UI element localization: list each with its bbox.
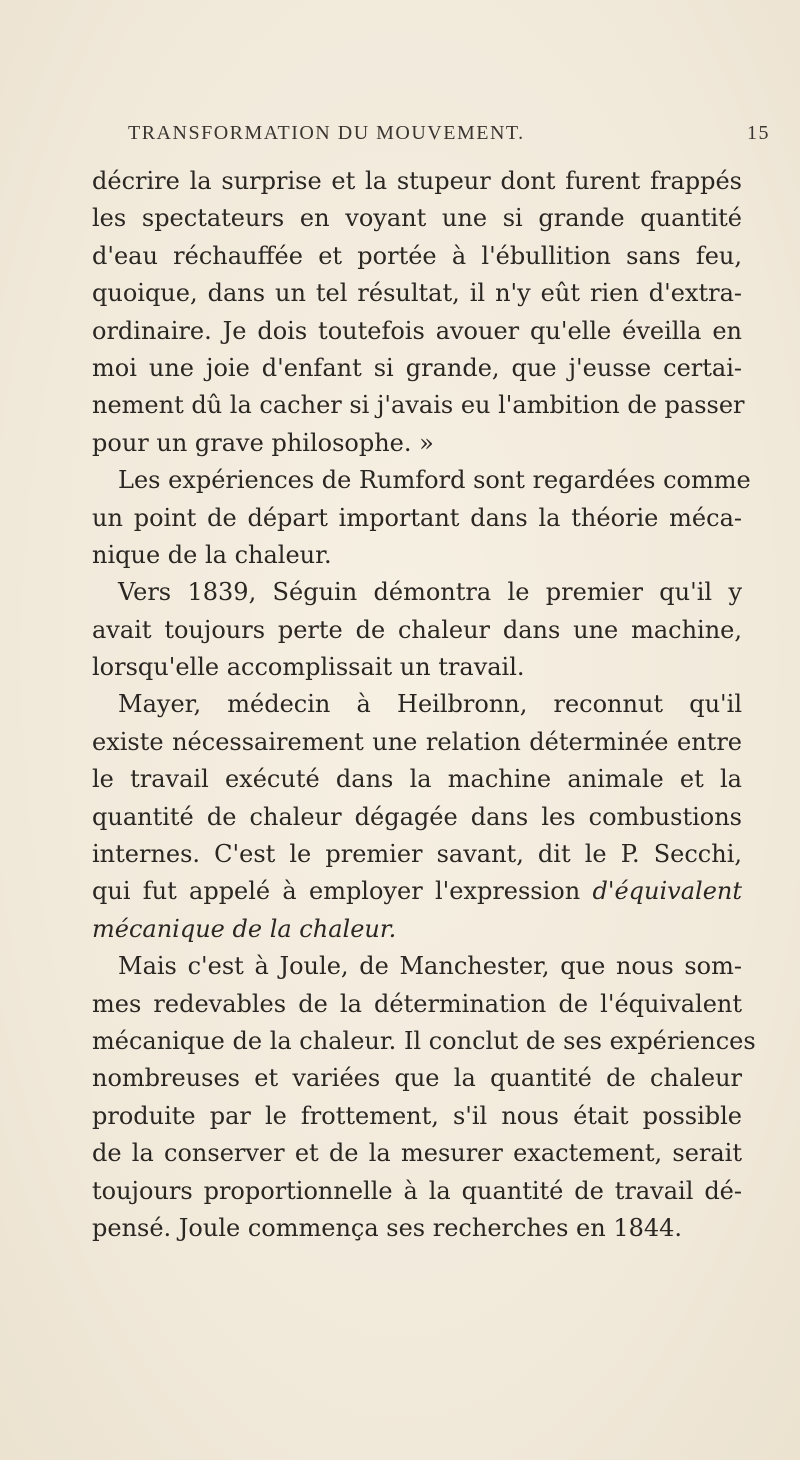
text-line: internes. C'est le premier savant, dit le P. Secchi,	[92, 840, 742, 869]
text-line	[92, 873, 742, 910]
text-line: nement dû la cacher si j'avais eu l'ambition de passer	[92, 391, 745, 420]
text-line: existe nécessairement une relation déterminée entre	[92, 727, 742, 756]
running-title: TRANSFORMATION DU MOUVEMENT.	[128, 122, 525, 144]
text-line: toujours proportionnelle à la quantité de travail dé-	[92, 1176, 742, 1205]
text-line: avait toujours perte de chaleur dans une machine,	[92, 615, 742, 644]
text-line: nombreuses et variées que la quantité de chaleur	[92, 1064, 742, 1093]
text-line: pour un grave philosophe. »	[92, 428, 434, 457]
text-line: Vers 1839, Séguin démontra le premier qu'il y	[118, 578, 742, 607]
text-line: le travail exécuté dans la machine animale et la	[92, 765, 742, 794]
text-line: les spectateurs en voyant une si grande quantité	[92, 204, 742, 233]
text-line: produite par le frottement, s'il nous était possible	[92, 1101, 742, 1130]
text-line: Les expériences de Rumford sont regardées comme	[118, 466, 751, 495]
text-line: d'eau réchauffée et portée à l'ébullition sans feu,	[92, 241, 742, 270]
text-line: ordinaire. Je dois toutefois avouer qu'elle éveilla en	[92, 316, 742, 345]
text-line: mécanique de la chaleur.	[92, 914, 397, 943]
italic-term: d'équivalent	[592, 877, 742, 906]
text-line: un point de départ important dans la théorie méca-	[92, 503, 742, 532]
text-line: Mais c'est à Joule, de Manchester, que nous som-	[118, 952, 742, 981]
text-line: pensé. Joule commença ses recherches en 1844.	[92, 1213, 683, 1242]
text-line: nique de la chaleur.	[92, 540, 332, 569]
text-line: mes redevables de la détermination de l'équivalent	[92, 989, 742, 1018]
text-run: qui fut appelé à employer l'expression	[92, 877, 581, 906]
text-line: quantité de chaleur dégagée dans les combustions	[92, 802, 742, 831]
text-line: mécanique de la chaleur. Il conclut de ses expériences	[92, 1026, 756, 1055]
body-text	[92, 163, 756, 1247]
text-line: de la conserver et de la mesurer exactement, serait	[92, 1139, 742, 1168]
text-line: moi une joie d'enfant si grande, que j'eusse certai-	[92, 353, 742, 382]
text-line: lorsqu'elle accomplissait un travail.	[92, 653, 525, 682]
text-line: décrire la surprise et la stupeur dont furent frappés	[92, 167, 742, 195]
text-line: Mayer, médecin à Heilbronn, reconnut qu'il	[118, 690, 742, 719]
text-line: quoique, dans un tel résultat, il n'y eût rien d'extra-	[92, 279, 742, 308]
page-number: 15	[747, 122, 770, 144]
